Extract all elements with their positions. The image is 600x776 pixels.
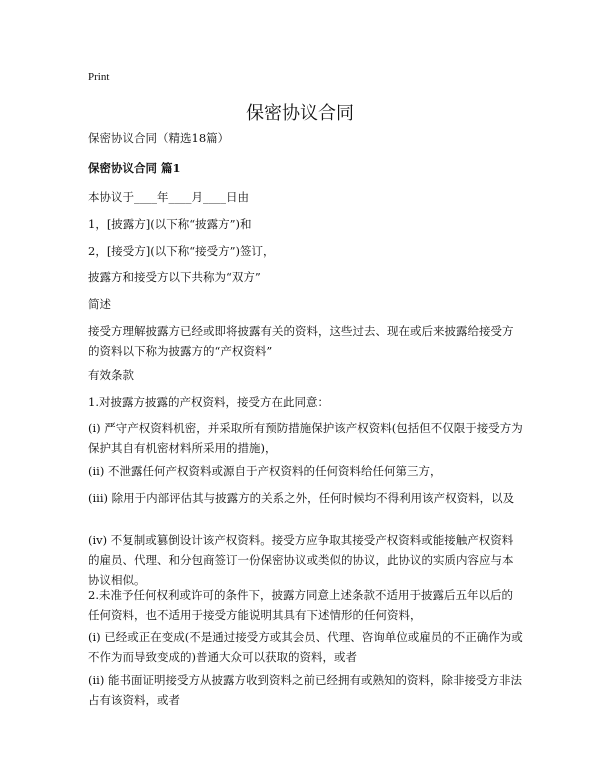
clause-2-ii: (ii) 能书面证明接受方从披露方收到资料之前已经拥有或熟知的资料，除非接受方非法占有该资料，或者: [88, 673, 522, 707]
paragraph-date: 本协议于____年____月____日由: [88, 190, 249, 204]
paragraph-party-1: 1，[披露方](以下称“披露方”)和: [88, 217, 252, 231]
paragraph-summary: 接受方理解披露方已经或即将披露有关的资料，这些过去、现在或后来披露给接受方的资料以下称为披露方的“产权资料”: [88, 324, 514, 358]
document-title: 保密协议合同: [246, 103, 354, 124]
heading-summary: 简述: [88, 297, 111, 311]
clause-1-ii: (ii) 不泄露任何产权资料或源自于产权资料的任何资料给任何第三方，: [88, 464, 442, 478]
clause-1: 1.对披露方披露的产权资料，接受方在此同意：: [88, 395, 329, 409]
clause-2: 2.未准予任何权利或许可的条件下，披露方同意上述条款不适用于披露后五年以后的任何资料，也不适用于接受方能说明其具有下述情形的任何资料，: [88, 588, 513, 622]
heading-terms: 有效条款: [88, 368, 134, 382]
clause-2-i: (i) 已经或正在变成(不是通过接受方或其会员、代理、咨询单位或雇员的不正确作为或不作为而导致变成的)普通大众可以获取的资料，或者: [88, 630, 523, 664]
document-subtitle: 保密协议合同（精选18篇）: [88, 131, 230, 145]
paragraph-parties: 披露方和接受方以下共称为“双方”: [88, 270, 261, 284]
print-link[interactable]: Print: [88, 71, 110, 83]
clause-1-i: (i) 严守产权资料机密，并采取所有预防措施保护该产权资料(包括但不仅限于接受方为保护其自有机密材料所采用的措施)，: [88, 421, 523, 455]
section-heading: 保密协议合同 篇1: [88, 161, 181, 175]
clause-1-iii: (iii) 除用于内部评估其与披露方的关系之外，任何时候均不得利用该产权资料，以及: [88, 491, 515, 505]
clause-1-iv: (iv) 不复制或篡倒设计该产权资料。接受方应争取其接受产权资料或能接触产权资料的雇员、代理、和分包商签订一份保密协议或类似的协议，此协议的实质内容应与本协议相似。: [88, 533, 514, 587]
paragraph-party-2: 2，[接受方](以下称“接受方”)签订，: [88, 244, 275, 258]
